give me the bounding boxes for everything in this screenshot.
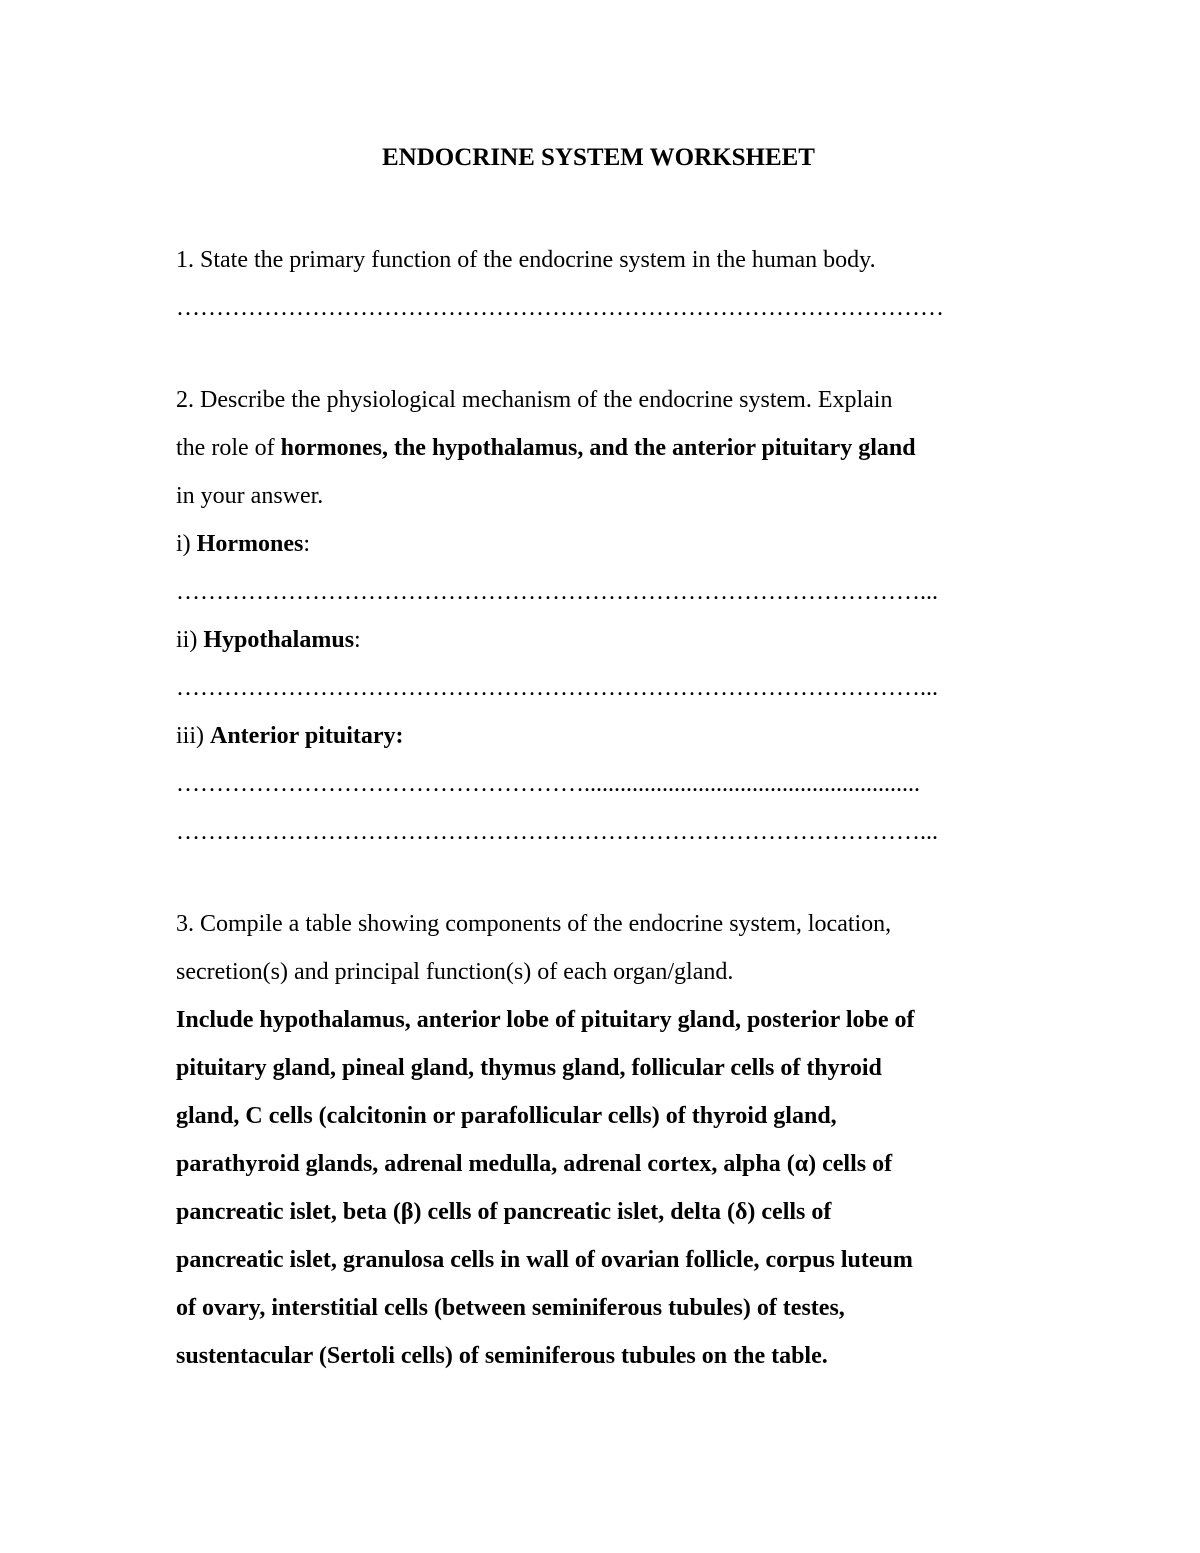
answer-line-anterior-pituitary[interactable]: ……………………………………………........................................................ — [176, 771, 920, 797]
question-1: 1. State the primary function of the endocrine system in the human body. — [176, 247, 876, 273]
item-hypothalamus: ii) Hypothalamus: — [176, 627, 361, 653]
question-3-bold-line-7: of ovary, interstitial cells (between seminiferous tubules) of testes, — [176, 1295, 845, 1321]
question-2-line-2: the role of hormones, the hypothalamus, and the anterior pituitary gland — [176, 435, 916, 461]
question-3-bold-line-8: sustentacular (Sertoli cells) of seminiferous tubules on the table. — [176, 1343, 828, 1369]
answer-line-q1[interactable]: …………………………………………………………………………………… — [176, 295, 944, 321]
question-3-bold-line-5: pancreatic islet, beta (β) cells of pancreatic islet, delta (δ) cells of — [176, 1199, 832, 1225]
answer-line-hormones[interactable]: …………………………………………………………………………………... — [176, 579, 938, 605]
question-3-bold-line-4: parathyroid glands, adrenal medulla, adrenal cortex, alpha (α) cells of — [176, 1151, 893, 1177]
question-3-line-1: 3. Compile a table showing components of the endocrine system, location, — [176, 911, 892, 937]
question-3-bold-line-1: Include hypothalamus, anterior lobe of pituitary gland, posterior lobe of — [176, 1007, 915, 1033]
page-title: ENDOCRINE SYSTEM WORKSHEET — [382, 144, 815, 171]
answer-line-anterior-pituitary-extra[interactable]: …………………………………………………………………………………... — [176, 819, 938, 845]
question-3-bold-line-2: pituitary gland, pineal gland, thymus gland, follicular cells of thyroid — [176, 1055, 882, 1081]
worksheet-page — [176, 140, 1036, 1380]
item-anterior-pituitary: iii) Anterior pituitary: — [176, 723, 404, 749]
item-hormones: i) Hormones: — [176, 531, 310, 557]
question-2-line-3: in your answer. — [176, 483, 324, 509]
question-2-line-1: 2. Describe the physiological mechanism of the endocrine system. Explain — [176, 387, 893, 413]
question-3-bold-line-6: pancreatic islet, granulosa cells in wall of ovarian follicle, corpus luteum — [176, 1247, 913, 1273]
question-3-line-2: secretion(s) and principal function(s) of each organ/gland. — [176, 959, 734, 985]
question-3-bold-line-3: gland, C cells (calcitonin or parafollicular cells) of thyroid gland, — [176, 1103, 837, 1129]
answer-line-hypothalamus[interactable]: …………………………………………………………………………………... — [176, 675, 938, 701]
